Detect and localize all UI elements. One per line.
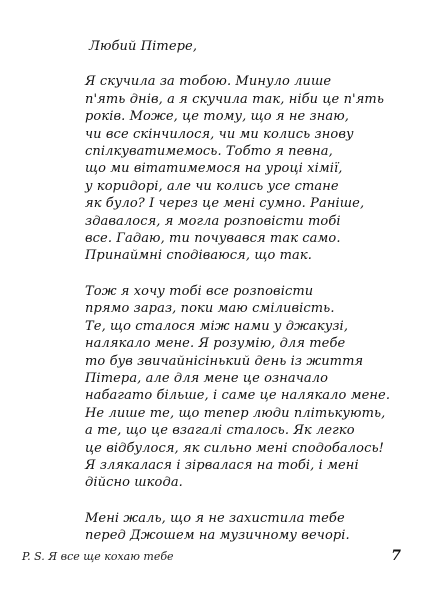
text-line: чи все скінчилося, чи ми колись знову <box>85 126 354 142</box>
letter-body <box>85 38 391 563</box>
text-line: Не лише те, що тепер люди плітькують, <box>85 405 386 421</box>
text-line: п'ять днів, а я скучила так, ніби це п'ять <box>85 91 385 107</box>
letter-paragraph-2 <box>85 283 391 492</box>
text-line: Мені жаль, що я не захистила тебе <box>85 510 345 526</box>
page-number: 7 <box>391 548 401 564</box>
text-line: Я злякалася і зірвалася на тобі, і мені <box>85 457 359 473</box>
text-line: все. Гадаю, ти почувався так само. <box>85 231 341 247</box>
text-line: Принаймні сподіваюся, що так. <box>85 248 312 264</box>
text-line: спілкуватимемось. Тобто я певна, <box>85 144 333 160</box>
running-title: P. S. Я все ще кохаю тебе <box>22 550 174 563</box>
text-line: то був звичайнісінький день із життя <box>85 353 364 369</box>
page-footer <box>22 548 409 566</box>
text-line: здавалося, я могла розповісти тобі <box>85 213 341 229</box>
text-line: Пітера, але для мене це означало <box>85 370 329 386</box>
text-line: прямо зараз, поки маю сміливість. <box>85 301 335 317</box>
text-line: налякало мене. Я розумію, для тебе <box>85 336 346 352</box>
text-line: Те, що сталося між нами у джакузі, <box>85 318 349 334</box>
text-line: років. Може, це тому, що я не знаю, <box>85 109 349 125</box>
letter-paragraph-3 <box>85 510 385 545</box>
text-line: Тож я хочу тобі все розповісти <box>85 283 314 299</box>
text-line: перед Джошем на музичному вечорі. <box>85 528 350 544</box>
text-line: як було? І через це мені сумно. Раніше, <box>85 196 365 212</box>
text-line: у коридорі, але чи колись усе стане <box>85 178 339 194</box>
text-line: Я скучила за тобою. Минуло лише <box>85 74 332 90</box>
text-line: що ми вітатимемося на уроці хімії, <box>85 161 343 177</box>
letter-paragraph-1 <box>85 73 385 264</box>
text-line: це відбулося, як сильно мені сподобалось! <box>85 440 384 456</box>
text-line: набагато більше, і саме це налякало мене. <box>85 388 391 404</box>
text-line: а те, що це взагалі сталось. Як легко <box>85 423 355 439</box>
text-line: дійсно шкода. <box>85 475 183 491</box>
letter-salutation: Любий Пітере, <box>89 39 198 54</box>
